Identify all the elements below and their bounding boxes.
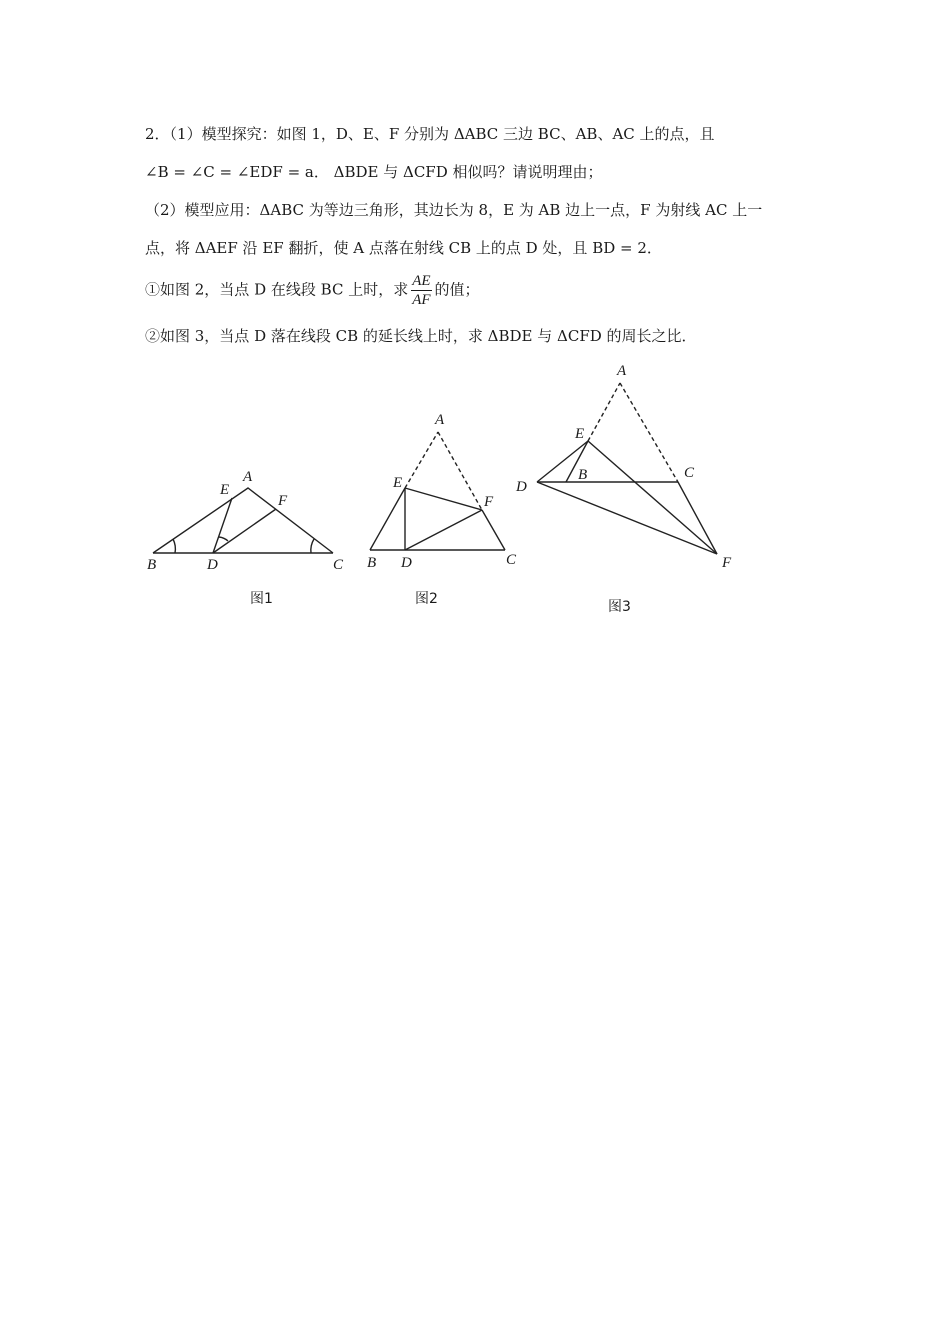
fig1-label-d: D: [207, 557, 218, 573]
fig3-label-b: B: [578, 467, 588, 483]
figure-1-diagram: [153, 488, 333, 553]
problem-part1-line2: ∠B = ∠C = ∠EDF = a． ΔBDE 与 ΔCFD 相似吗？请说明理由；: [145, 163, 603, 181]
fraction-numerator: AE: [412, 273, 431, 289]
fig2-label-a: A: [435, 412, 445, 428]
fig3-label-c: C: [684, 465, 695, 481]
angle-c-arc-icon: [311, 539, 314, 553]
fig2-caption: 图2: [415, 591, 438, 607]
question-1-text: ①如图 2，当点 D 在线段 BC 上时，求: [145, 280, 409, 299]
fraction-denominator: AF: [412, 292, 431, 308]
fig3-label-a: A: [617, 363, 627, 379]
question-1-suffix: 的值；: [434, 280, 480, 299]
problem-part2-line1: （2）模型应用：ΔABC 为等边三角形，其边长为 8，E 为 AB 边上一点，F 为射线 AC 上一: [145, 201, 763, 219]
fig3-label-f: F: [722, 555, 732, 571]
angle-b-arc-icon: [173, 539, 175, 553]
fig3-caption: 图3: [608, 599, 631, 615]
fig2-label-d: D: [401, 555, 412, 571]
fig2-label-e: E: [393, 475, 403, 491]
problem-part2-line2: 点，将 ΔAEF 沿 EF 翻折，使 A 点落在射线 CB 上的点 D 处，且 BD = 2．: [145, 239, 662, 257]
angle-edf-arc-icon: [219, 537, 228, 541]
problem-intro: 2．（1）模型探究：如图 1，: [145, 125, 336, 143]
fig1-label-b: B: [147, 557, 157, 573]
fig2-label-b: B: [367, 555, 377, 571]
fig2-label-c: C: [506, 552, 517, 568]
fig3-label-d: D: [516, 479, 527, 495]
fig1-label-e: E: [220, 482, 230, 498]
figure-2-diagram: [370, 432, 505, 550]
fig1-label-a: A: [243, 469, 253, 485]
fig1-caption: 图1: [250, 591, 273, 607]
question-2: ②如图 3，当点 D 落在线段 CB 的延长线上时，求 ΔBDE 与 ΔCFD 的周长之比．: [145, 327, 697, 345]
fig3-label-e: E: [575, 426, 585, 442]
fig1-label-c: C: [333, 557, 344, 573]
fig2-label-f: F: [484, 494, 494, 510]
problem-part1-statement: D、E、F 分别为 ΔABC 三边 BC、AB、AC 上的点，且: [335, 125, 715, 143]
fig1-label-f: F: [278, 493, 288, 509]
